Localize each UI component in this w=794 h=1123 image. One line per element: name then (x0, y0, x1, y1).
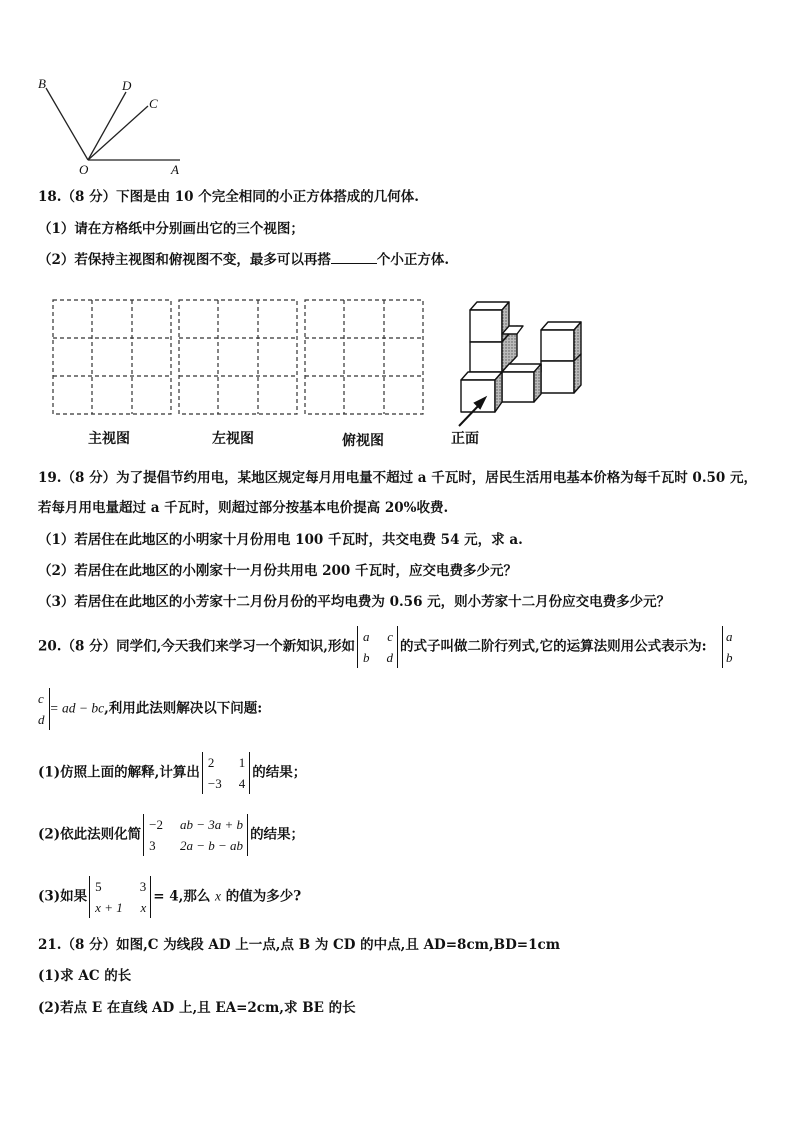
q19-part2: （2）若居住在此地区的小刚家十一月份共用电 200 千瓦时，应交电费多少元？ (38, 563, 517, 579)
top-view-label: 俯视图 (342, 433, 384, 449)
label-c: C (149, 96, 158, 111)
q19-part1: （1）若居住在此地区的小明家十月份用电 100 千瓦时，共交电费 54 元，求 a. (38, 532, 523, 548)
q20-intro: 20.（8 分）同学们,今天我们来学习一个新知识,形如 a c b d 的式子叫做二阶行列式,它的运算法则用公式表示为: (38, 626, 707, 668)
q18-part1: （1）请在方格纸中分别画出它的三个视图； (38, 221, 304, 237)
q19-part3: （3）若居住在此地区的小芳家十二月份月份的平均电费为 0.56 元，则小芳家十二月份应交电费多少元？ (38, 594, 671, 610)
q20-part1: (1)仿照上面的解释,计算出 2 1 −3 4 的结果； (38, 752, 306, 794)
q18-part2: （2）若保持主视图和俯视图不变，最多可以再搭 个小正方体. (38, 252, 450, 268)
label-b: B (38, 76, 46, 91)
determinant-part2: −2 ab − 3a + b 3 2a − b − ab (143, 814, 248, 856)
q21-part2: (2)若点 E 在直线 AD 上,且 EA=2cm,求 BE 的长 (38, 1000, 356, 1016)
q21-title: 21.（8 分）如图,C 为线段 AD 上一点,点 B 为 CD 的中点,且 AD=8cm,BD=1cm (38, 937, 560, 953)
front-view-label: 主视图 (88, 431, 130, 447)
q19-line1: 19.（8 分）为了提倡节约用电，某地区规定每月用电量不超过 a 千瓦时，居民生活用电基本价格为每千瓦时 0.50 元， (38, 470, 758, 486)
cube-solid-figure (445, 290, 605, 440)
q20-formula: c d = ad − bc,利用此法则解决以下问题: (38, 688, 262, 730)
q18-title: 18.（8 分）下图是由 10 个完全相同的小正方体搭成的几何体. (38, 189, 419, 205)
q20-part3: (3)如果 5 3 x + 1 x = 4,那么 x 的值为多少? (38, 876, 301, 918)
label-d: D (122, 78, 132, 93)
q19-line2: 若每月用电量超过 a 千瓦时，则超过部分按基本电价提高 20%收费. (38, 500, 449, 516)
label-o: O (79, 162, 89, 177)
determinant-left-column: a b (722, 626, 733, 668)
q21-part1: (1)求 AC 的长 (38, 968, 132, 984)
front-direction-label: 正面 (451, 431, 479, 447)
answer-blank[interactable] (331, 251, 377, 264)
determinant-abcd: a c b d (357, 626, 398, 668)
determinant-part1: 2 1 −3 4 (202, 752, 250, 794)
q20-part2: (2)依此法则化简 −2 ab − 3a + b 3 2a − b − ab 的结果； (38, 814, 304, 856)
label-a: A (171, 162, 179, 177)
determinant-part3: 5 3 x + 1 x (89, 876, 151, 918)
side-view-label: 左视图 (212, 431, 254, 447)
